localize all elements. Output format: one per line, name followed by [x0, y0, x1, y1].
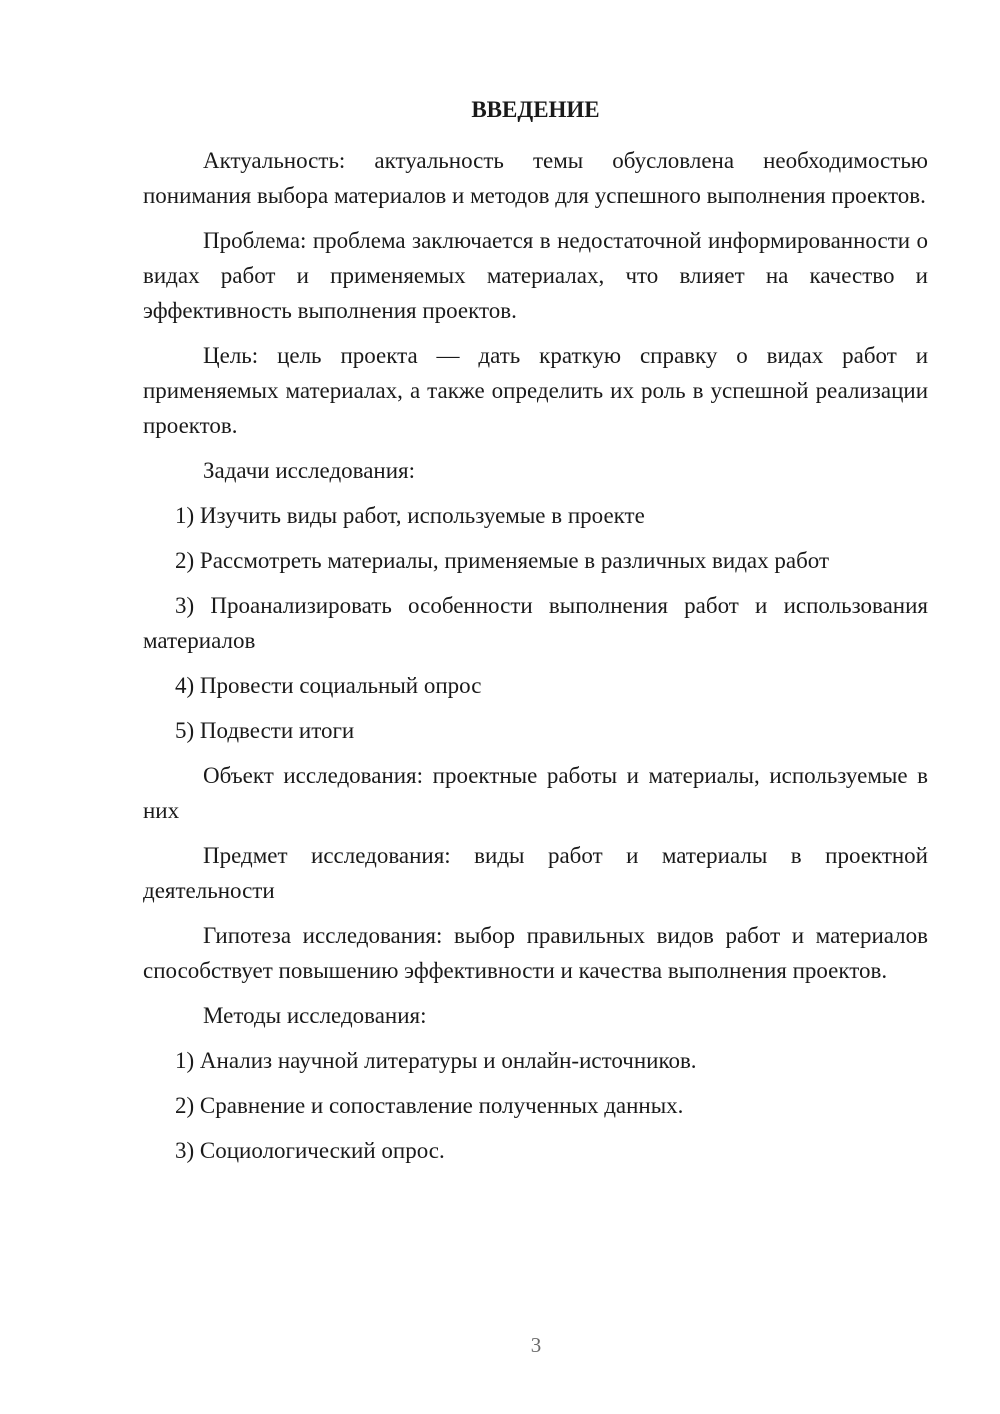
page-title: ВВЕДЕНИЕ	[471, 97, 600, 122]
goal-paragraph: Цель: цель проекта — дать краткую справку о видах работ и применяемых материалах, а также определить их роль в успешной реализации проектов.	[143, 343, 928, 438]
subject-paragraph: Предмет исследования: виды работ и материалы в проектной деятельности	[143, 843, 928, 903]
document-page	[143, 95, 928, 1178]
task-item: 3) Проанализировать особенности выполнения работ и использования материалов	[143, 593, 928, 653]
method-item: 3) Социологический опрос.	[175, 1138, 445, 1163]
method-item: 1) Анализ научной литературы и онлайн-источников.	[175, 1048, 697, 1073]
tasks-heading: Задачи исследования:	[203, 458, 416, 483]
method-item: 2) Сравнение и сопоставление полученных данных.	[175, 1093, 684, 1118]
task-item: 4) Провести социальный опрос	[175, 673, 482, 698]
task-item: 5) Подвести итоги	[175, 718, 355, 743]
problem-paragraph: Проблема: проблема заключается в недостаточной информированности о видах работ и применяемых материалах, что влияет на качество и эффективность выполнения проектов.	[143, 228, 928, 323]
methods-heading: Методы исследования:	[203, 1003, 427, 1028]
page-number: 3	[530, 1333, 542, 1357]
hypothesis-paragraph: Гипотеза исследования: выбор правильных видов работ и материалов способствует повышению эффективности и качества выполнения проектов.	[143, 923, 928, 983]
object-paragraph: Объект исследования: проектные работы и материалы, используемые в них	[143, 763, 928, 823]
relevance-paragraph: Актуальность: актуальность темы обусловлена необходимостью понимания выбора материалов и методов для успешного выполнения проектов.	[143, 148, 928, 208]
task-item: 1) Изучить виды работ, используемые в проекте	[175, 503, 645, 528]
task-item: 2) Рассмотреть материалы, применяемые в различных видах работ	[175, 548, 830, 573]
